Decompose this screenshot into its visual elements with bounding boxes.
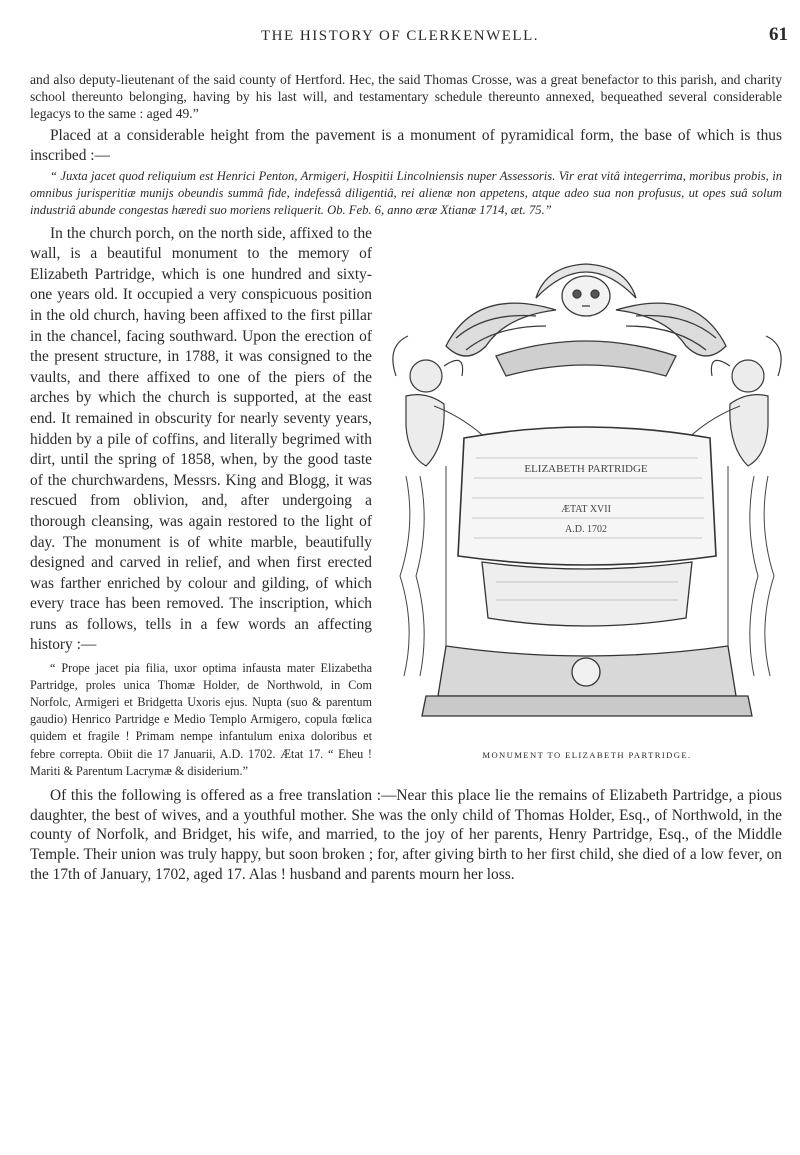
monument-figure [386, 226, 788, 762]
cherub-left [393, 336, 463, 466]
plaque-line-2: ÆTAT XVII [561, 503, 611, 515]
running-head [0, 22, 800, 52]
monument-base [422, 562, 752, 716]
placed-paragraph: Placed at a considerable height from the pavement is a monument of pyramidical form, the base of which is thus inscribed :— [30, 127, 782, 165]
page-body [30, 72, 782, 900]
cherub-right [711, 336, 781, 466]
page-number: 61 [769, 24, 788, 45]
monument-crest [446, 264, 726, 376]
figure-caption: MONUMENT TO ELIZABETH PARTRIDGE. [482, 749, 692, 760]
running-title: THE HISTORY OF CLERKENWELL. [261, 28, 539, 44]
plaque-line-1: ELIZABETH PARTRIDGE [524, 462, 648, 475]
inscription-tablet [458, 427, 716, 565]
partridge-inscription: “ Prope jacet pia filia, uxor optima infausta mater Elizabetha Partridge, proles unica Thomæ Holder, de Northwold, in Com Norfolc, Armigeri et Bridgetta Uxoris ejus. Nupta (suo & parentum gaudio) Henrico Partridge e Medio Templo Armigero, copula fœlica quidem et fragile ! Primam nempe infantulum enixa doloribus et febre correpta. Obiit die 17 Januarii, A.D. 1702. Ætat 17. “ Eheu ! Mariti & Parentum Lacrymæ & disiderium.” [30, 661, 372, 778]
translation-paragraph: Of this the following is offered as a free translation :—Near this place lie the remains of Elizabeth Partridge, a pious daughter, the best of wives, and a youthful mother. She was the only child of Thomas Holder, Esq., of Northwold, in the county of Norfolk, and Bridget, his wife, and married, to the joy of her parents, Henry Partridge, Esq., of the Middle Temple. Their union was truly happy, but soon broken ; for, after giving birth to her first child, she died of a low fever, on the 17th of January, 1702, aged 17. Alas ! husband and parents mourn her loss. [30, 786, 782, 883]
monument-engraving [386, 226, 788, 762]
penton-inscription: “ Juxta jacet quod reliquium est Henrici Penton, Armigeri, Hospitii Lincolniensis nuper Assessoris. Vir erat vitâ integerrima, moribus probis, in omnibus jurisperitiæ munijs obeundis summâ fide, indefessâ diligentiâ, rei alienæ non appetens, atque adeo sua non profusus, ut opes suâ solum industriâ abunde congestas hæredi suo moriens reliquerit. Ob. Feb. 6, anno æræ Xtianæ 1714, æt. 75.” [30, 168, 782, 218]
plaque-line-3: A.D. 1702 [565, 523, 607, 535]
church-porch-paragraph: In the church porch, on the north side, affixed to the wall, is a beautiful monument to the memory of Elizabeth Partridge, which is one hundred and sixty-one years old. It occupied a very conspicuous position in the old church, having been affixed to the first pillar in the chancel, facing southward. Upon the erection of the present structure, in 1788, it was consigned to the vaults, and there affixed to one of the piers of the arches by which the church is supported, at the east end. It remained in obscurity for nearly seventy years, hidden by a pile of coffins, and literally begrimed with dirt, until the spring of 1858, when, by the good taste of the churchwardens, Messrs. King and Blogg, it was rescued from oblivion, and, after undergoing a thorough cleansing, was again restored to the light of day. The monument is of white marble, beautifully designed and carved in relief, and when first erected was farther enriched by colour and gilding, of which every trace has been removed. The inscription, which runs as follows, tells in a few words an affecting history :— [30, 224, 372, 654]
intro-paragraph: and also deputy-lieutenant of the said county of Hertford. Hec, the said Thomas Crosse, was a great benefactor to this parish, and charity school thereunto belonging, having by his last will, and testamentary schedule thereunto annexed, bequeathed several considerable legacys to the same : aged 49.” [30, 72, 782, 121]
